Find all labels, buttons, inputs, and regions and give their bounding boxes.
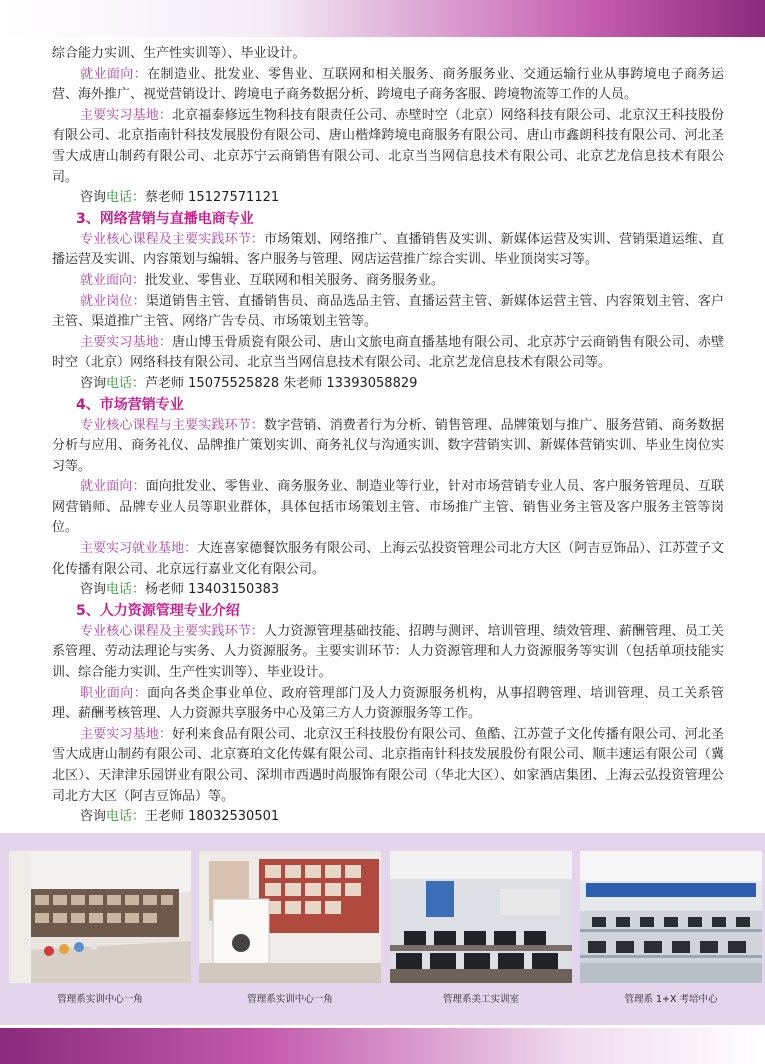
s2-employment [52,65,724,106]
intro-paragraph: 综合能力实训、生产性实训等）、毕业设计。 [52,46,306,61]
document-body [52,44,724,828]
contact-prefix: 咨询 [80,375,107,391]
contact-text: 杨老师 13403150383 [145,582,280,598]
exam-center-photo [580,851,762,983]
label: 主要实习基地： [80,726,173,742]
s4-courses [52,416,724,478]
art-lab-photo [390,851,572,983]
photo-caption-1: 管理系实训中心一角 [57,994,143,1005]
s2-contact [52,188,724,209]
s3-posts [52,292,724,333]
s5-internship-base [52,725,724,807]
label: 主要实习就业基地： [80,541,198,557]
contact-prefix: 咨询 [80,809,107,825]
s5-contact [52,807,724,828]
contact-prefix: 咨询 [80,190,107,206]
text: 数字营销、消费者行为分析、销售管理、品牌策划与推广、服务营销、商务数据分析与应用、商务礼仪、品牌推广策划实训、商务礼仪与沟通实训、数字营销实训、新媒体营销实训、毕业生岗位实习等。 [52,417,724,474]
phone-label: 电话： [106,375,146,391]
s5-courses [52,622,724,684]
s3-courses [52,230,724,271]
label: 就业面向： [80,479,146,495]
contact-text: 蔡老师 15127571121 [145,190,280,206]
label: 主要实习基地： [80,334,173,350]
s3-internship-base [52,333,724,374]
label: 专业核心课程与主要实践环节： [80,417,265,433]
text: 大连喜家德餐饮服务有限公司、上海云弘投资管理公司北方大区（阿吉豆饰品）、江苏萱子文化传播有限公司、北京远行嘉业文化有限公司。 [52,541,724,577]
s4-internship-base [52,539,724,580]
label: 就业面向： [80,66,148,82]
s5-employment [52,684,724,725]
text: 市场策划、网络推广、直播销售及实训、新媒体运营及实训、营销渠道运维、直播运营及实训、内容策划与编辑、客户服务与管理、网店运营推广综合实训、毕业顶岗实习等。 [52,231,724,268]
phone-label: 电话： [106,190,146,206]
text: 在制造业、批发业、零售业、互联网和相关服务、商务服务业、交通运输行业从事跨境电子商务运营、海外推广、视觉营销设计、跨境电子商务数据分析、跨境电子商务客服、跨境物流等工作的人员。 [52,66,724,103]
section-3-heading: 3、网络营销与直播电商专业 [76,210,254,227]
label: 专业核心课程及主要实践环节： [80,623,265,639]
s4-employment [52,477,724,539]
text: 面向批发业、零售业、商务服务业、制造业等行业，针对市场营销专业人员、客户服务管理员、互联网营销师、品牌专业人员等职业群体，具体包括市场策划主管、市场推广主管、销售业务主管及客户服务主管等岗位。 [52,479,724,536]
section-4-heading: 4、市场营销专业 [76,396,184,413]
label: 职业面向： [80,685,148,701]
contact-prefix: 咨询 [80,582,107,598]
text: 面向各类企事业单位、政府管理部门及人力资源服务机构，从事招聘管理、培训管理、员工关系管理、薪酬考核管理、人力资源共享服务中心及第三方人力资源服务等工作。 [52,685,724,722]
photo-caption-2: 管理系实训中心一角 [247,994,333,1005]
contact-text: 王老师 18032530501 [145,809,280,825]
photo-caption-3: 管理系美工实训室 [442,994,519,1005]
s2-internship-base [52,106,724,188]
s4-contact [52,580,724,601]
text: 人力资源管理基础技能、招聘与测评、培训管理、绩效管理、薪酬管理、员工关系管理、劳动法理论与实务、人力资源服务。主要实训环节：人力资源管理和人力资源服务等实训（包括单项技能实训、综合能力实训、生产性实训等）、毕业设计。 [52,623,724,681]
text: 渠道销售主管、直播销售员、商品选品主管、直播运营主管、新媒体运营主管、内容策划主管、客户主管、渠道推广主管、网络广告专员、市场策划主管等。 [52,293,724,330]
text: 唐山博玉骨质瓷有限公司、唐山文旅电商直播基地有限公司、北京苏宁云商销售有限公司、赤壁时空（北京）网络科技有限公司、北京当当网信息技术有限公司、北京艺龙信息技术有限公司等。 [52,334,724,371]
s3-employment [52,271,724,292]
top-decorative-band [0,0,765,37]
text: 批发业、零售业、互联网和相关服务、商务服务业。 [145,272,445,288]
training-center-photo-1 [9,851,191,983]
label: 就业面向： [80,272,146,288]
label: 主要实习基地： [80,107,173,123]
phone-label: 电话： [106,582,146,598]
s3-contact [52,374,724,395]
photo-caption-4: 管理系 1+X 考培中心 [624,994,718,1005]
label: 专业核心课程及主要实践环节： [80,231,265,247]
text: 北京福泰修远生物科技有限责任公司、赤壁时空（北京）网络科技有限公司、北京汉王科技股份有限公司、北京指南针科技发展股份有限公司、唐山楷烽跨境电商服务有限公司、唐山市鑫朗科技有限公司、河北圣雪大成唐山制药有限公司、北京苏宁云商销售有限公司、北京当当网信息技术有限公司、北京艺龙信息技术有限公司。 [52,107,724,185]
contact-text: 芦老师 15075525828 朱老师 13393058829 [145,375,418,391]
phone-label: 电话： [106,809,146,825]
text: 好利来食品有限公司、北京汉王科技股份有限公司、鱼酷、江苏萱子文化传播有限公司、河北圣雪大成唐山制药有限公司、北京赛珀文化传媒有限公司、北京指南针科技发展股份有限公司、顺丰速运有限公司（冀北区）、天津津乐园饼业有限公司、深圳市西遇时尚服饰有限公司（华北大区）、如家酒店集团、上海云弘投资管理公司北方大区（阿吉豆饰品）等。 [52,726,724,804]
section-5-heading: 5、人力资源管理专业介绍 [76,602,240,619]
training-center-photo-2 [199,851,381,983]
photo-gallery [0,833,765,1025]
bottom-decorative-band [0,1028,765,1064]
label: 就业岗位： [80,293,146,309]
